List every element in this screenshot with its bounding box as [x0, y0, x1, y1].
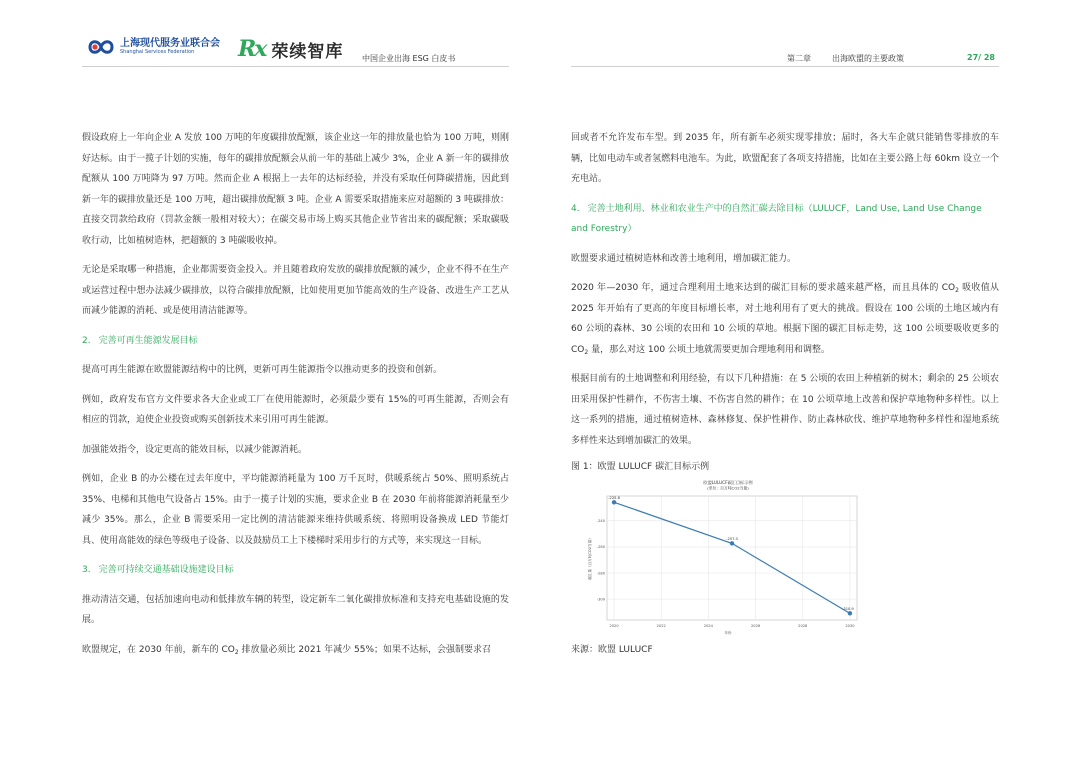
brand-mark-text: Rx — [238, 36, 266, 62]
brand-mark — [238, 36, 265, 62]
y-tick-label: -260 — [596, 545, 605, 550]
section-number: 2. — [82, 335, 91, 346]
paragraph: 提高可再生能源在欧盟能源结构中的比例，更新可再生能源指令以推动更多的投资和创新。 — [82, 365, 443, 375]
subscript: 2 — [955, 287, 959, 294]
text-run: 排放量必须比 2021 年减少 55%；如果不达标，会强制要求召 — [238, 644, 492, 655]
y-axis-label: 碳汇量（百万吨CO2当量） — [588, 536, 592, 580]
org-name-cn: 上海现代服务业联合会 — [120, 38, 220, 49]
data-label: -310.9 — [842, 606, 854, 611]
subscript: 2 — [584, 348, 589, 356]
section-number: 4. — [571, 203, 580, 214]
paragraph: 例如，政府发布官方文件要求各大企业或工厂在使用能源时，必须最少要有 15%的可再生能源，否则会有相应的罚款，迫使企业投资或购买创新技术来引用可再生能源。 — [82, 394, 509, 425]
org-name-en: Shanghai Services Federation — [120, 49, 195, 55]
section-title: 完善可持续交通基础设施建设目标 — [98, 565, 234, 575]
page-number: 27/ 28 — [967, 53, 995, 62]
data-point — [848, 611, 852, 615]
section-heading — [82, 331, 509, 352]
left-column — [82, 128, 509, 669]
paragraph: 无论是采取哪一种措施，企业都需要资金投入。并且随着政府发放的碳排放配额的减少，企业不得不在生产或运营过程中想办法减少碳排放，以符合碳排放配额，比如使用更加节能高效的生产设备、改进生产工艺从而减少能源的消耗、或是使用清洁能源等。 — [82, 265, 509, 316]
text-run: 吸收值从 2025 年开始有了更高的年度目标增长率，对土地利用有了更大的挑战。假设在 100 公顷的土地区域内有 60 公顷的森林、30 公顷的农田和 10 公顷的草地。根据下图的碳汇目标走势，这 100 公顷要吸收更多的 CO — [571, 283, 999, 355]
x-tick-label: 2020 — [609, 624, 619, 628]
text-run: 欧盟规定，在 2030 年前，新车的 CO — [82, 644, 235, 655]
brand-logo — [238, 36, 343, 62]
header-divider-left — [82, 66, 509, 67]
section-heading — [571, 199, 999, 240]
plot-area — [607, 496, 857, 620]
paragraph: 例如，企业 B 的办公楼在过去年度中，平均能源消耗量为 100 万千瓦时，供暖系统占 50%、照明系统占 35%、电梯和其他电气设备占 15%。由于一揽子计划的实施，要求企业 B 在 2030 年前将能源消耗量至少减少 35%。那么，企业 B 需要采用一定比例的清洁能源来维持供暖系统、将照明设备换成 LED 节能灯具、使用高能效的绿色等级电子设备、以及鼓励员工上下楼梯时采用步行的方式等，来实现这一目标。 — [82, 474, 509, 546]
lulucf-chart — [583, 478, 873, 638]
data-label: -225.8 — [608, 495, 620, 500]
x-tick-label: 2024 — [703, 624, 713, 628]
paragraph: 根据目前有的土地调整和利用经验，有以下几种措施：在 5 公顷的农田上种植新的树木；剩余的 25 公顷农田采用保护性耕作，不伤害土壤、不伤害自然的耕作；在 10 公顷草地上改善和保护草地物种多样性。以上这一系列的措施，通过植树造林、森林修复、保护性耕作、防止森林砍伐、维护草地物种多样性和湿地系统多样性来达到增加碳汇的效果。 — [571, 374, 999, 446]
paragraph: 推动清洁交通，包括加速向电动和低排放车辆的转型，设定新车二氧化碳排放标准和支持充电基础设施的发展。 — [82, 594, 509, 625]
chart-svg — [583, 478, 873, 638]
figure-caption: 图 1：欧盟 LULUCF 碳汇目标示例 — [571, 462, 710, 472]
ssf-logo-icon — [86, 36, 116, 58]
paragraph: 回或者不允许发布车型。到 2035 年，所有新车必须实现零排放；届时，各大车企就只能销售零排放的车辆，比如电动车或者氢燃料电池车。为此，欧盟配套了各项支持措施，比如在主要公路上每 60km 设立一个充电站。 — [571, 133, 999, 184]
text-run: 量，那么对这 100 公顷土地就需要更加合理地利用和调整。 — [588, 344, 830, 355]
data-label: -257.3 — [726, 536, 738, 541]
chart-subtitle: (单位：百万吨CO2当量) — [707, 485, 749, 491]
paragraph: 假设政府上一年向企业 A 发放 100 万吨的年度碳排放配额，该企业这一年的排放量也恰为 100 万吨，则刚好达标。由于一揽子计划的实施，每年的碳排放配额会从前一年的基础上减少 3%，企业 A 新一年的碳排放配额从 100 万吨降为 97 万吨。然而企业 A 根据上一去年的达标经验，并没有采取任何降碳措施，因此到新一年的碳排放量还是 100 万吨，超出碳排放配额 3 吨。企业 A 需要采取措施来应对超额的 3 吨碳排放：直接交罚款给政府（罚款金额一般相对较大）；在碳交易市场上购买其他企业节省出来的碳配额；采取碳吸收行动，比如植树造林，把超额的 3 吨碳吸收掉。 — [82, 133, 509, 246]
y-tick-label: -280 — [596, 571, 605, 576]
chapter-label: 第二章 — [787, 54, 811, 63]
paragraph — [82, 640, 509, 661]
paragraph: 加强能效指令，设定更高的能效目标，以减少能源消耗。 — [82, 444, 308, 455]
brand-name: 荣续智库 — [271, 41, 344, 62]
page-header — [0, 0, 1080, 72]
x-tick-label: 2028 — [798, 624, 808, 628]
section-heading — [82, 560, 509, 581]
chapter-title: 出海欧盟的主要政策 — [832, 54, 904, 63]
section-title: 完善可再生能源发展目标 — [98, 335, 198, 346]
y-tick-label: -240 — [596, 519, 605, 524]
paragraph — [571, 278, 999, 360]
data-point — [612, 500, 616, 504]
chart-title: 欧盟LULUCF碳汇目标示例 — [703, 480, 753, 485]
figure-source: 来源：欧盟 LULUCF — [571, 645, 653, 655]
doc-title: 中国企业出海 ESG 白皮书 — [362, 54, 456, 63]
y-tick-label: -300 — [596, 597, 605, 602]
text-run: 2020 年—2030 年，通过合理利用土地来达到的碳汇目标的要求越来越严格，而且具体的 CO — [571, 283, 956, 293]
x-tick-label: 2022 — [656, 624, 666, 628]
subscript: 2 — [234, 648, 239, 656]
paragraph: 欧盟要求通过植树造林和改善土地利用，增加碳汇能力。 — [571, 253, 797, 264]
section-title: 完善土地利用、林业和农业生产中的自然汇碳去除目标（LULUCF，Land Use, Land Use Change and Forestry） — [571, 203, 982, 234]
ssf-logo — [86, 36, 220, 58]
x-axis-label: 年份 — [724, 631, 732, 635]
right-column — [571, 128, 999, 656]
section-number: 3. — [82, 565, 91, 575]
data-point — [730, 541, 734, 545]
x-tick-label: 2026 — [751, 624, 761, 628]
header-divider-right — [571, 66, 999, 67]
x-tick-label: 2030 — [845, 624, 855, 628]
